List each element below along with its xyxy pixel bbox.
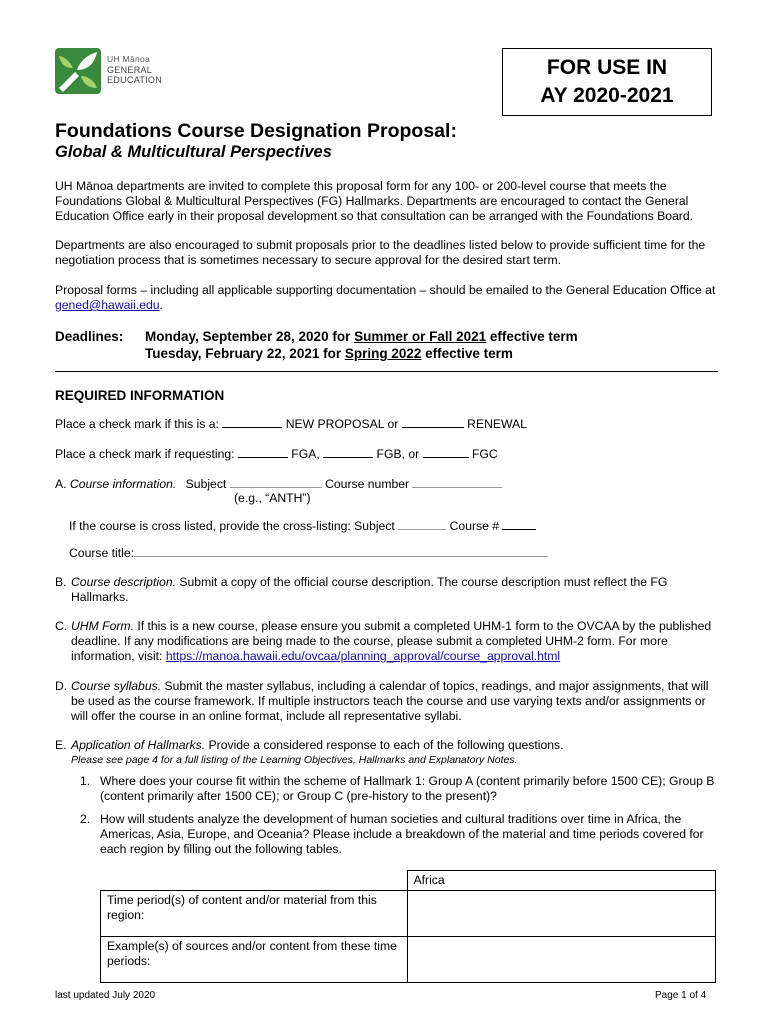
course-approval-link[interactable]: https://manoa.hawaii.edu/ovcaa/planning_approval/course_approval.html [165, 649, 561, 663]
section-c-letter: C. [55, 619, 68, 633]
cross-listing-course-input[interactable] [502, 518, 536, 530]
course-number-label: Course number [325, 477, 410, 491]
sources-label: Example(s) of sources and/or content from these time periods: [101, 937, 408, 983]
course-title-input[interactable] [134, 545, 548, 557]
proposal-type-row [55, 416, 527, 431]
gened-email-link[interactable]: gened@hawaii.edu [55, 298, 160, 312]
table-corner-cell [101, 871, 408, 891]
section-d [55, 679, 720, 724]
fgb-label: FGB, or [376, 447, 420, 461]
course-information-title: Course information. [69, 477, 177, 491]
region-table [100, 870, 716, 983]
question-1-text: Where does your course fit within the scheme of Hallmark 1: Group A (content primarily before 1500 CE); Group B (content primarily after 1500 CE); or Group C (pre-history to the present)? [100, 774, 715, 803]
question-1-number: 1. [80, 774, 91, 788]
renewal-checkbox[interactable] [402, 416, 464, 428]
question-2 [80, 812, 720, 857]
section-e-body: Provide a considered response to each of the following questions. [205, 738, 564, 752]
deadline-1-date: Monday, September 28, 2020 for [145, 329, 355, 344]
page-title: Foundations Course Designation Proposal: [55, 120, 457, 142]
deadline-2-term: Spring 2022 [344, 346, 422, 361]
section-divider [55, 371, 718, 372]
fgc-label: FGC [471, 447, 498, 461]
section-d-title: Course syllabus. [71, 679, 162, 693]
section-d-letter: D. [55, 679, 68, 693]
deadline-1-term: Summer or Fall 2021 [354, 329, 487, 344]
section-b-body: Submit a copy of the official course description. The course description must reflect the FG Hallmarks. [71, 575, 668, 604]
intro-paragraph-3-end: . [159, 298, 163, 312]
course-title-label: Course title: [69, 546, 135, 560]
section-e [55, 738, 720, 753]
question-2-text: How will students analyze the development of human societies and cultural traditions over time in Africa, the Americas, Asia, Europe, and Oceania? Please include a breakdown of the material and time periods covered for each region by filling out the following tables. [100, 812, 704, 856]
table-header-row [101, 871, 716, 891]
table-row [101, 937, 716, 983]
deadline-1 [145, 328, 578, 345]
uh-manoa-gen-ed-logo [55, 48, 175, 98]
intro-paragraph-2: Departments are also encouraged to submit proposals prior to the deadlines listed below to provide sufficient time for the negotiation process that is sometimes necessary to secure approval for the desired start term. [55, 238, 706, 267]
last-updated-footer: last updated July 2020 [55, 990, 156, 1001]
page-number-footer: Page 1 of 4 [655, 990, 707, 1001]
new-proposal-checkbox[interactable] [222, 416, 282, 428]
cross-listing-course-label: Course # [449, 519, 500, 533]
question-2-number: 2. [80, 812, 91, 826]
designation-request-label: Place a check mark if requesting: [55, 447, 235, 461]
course-number-input[interactable] [412, 476, 502, 488]
fga-checkbox[interactable] [238, 446, 288, 458]
section-c-title: UHM Form. [71, 619, 134, 633]
academic-year-box [502, 48, 712, 116]
fgc-checkbox[interactable] [423, 446, 469, 458]
page-subtitle: Global & Multicultural Perspectives [55, 143, 332, 161]
section-b-text [71, 575, 719, 605]
new-proposal-label: NEW PROPOSAL or [285, 417, 399, 431]
course-information-row [55, 476, 502, 491]
section-c-text [71, 619, 719, 664]
cross-listing-subject-input[interactable] [398, 518, 446, 530]
subject-label: Subject [185, 477, 227, 491]
africa-sources-input[interactable] [407, 937, 716, 983]
section-d-body: Submit the master syllabus, including a calendar of topics, readings, and major assignments, that will be used as the course framework. If multiple instructors teach the course and use varying texts and/or assignments or will offer the course in an online format, include all representative syllabi. [71, 679, 709, 723]
section-d-text [71, 679, 719, 724]
intro-paragraph-3-text: Proposal forms – including all applicable supporting documentation – should be emailed to the General Education Office at [55, 283, 716, 297]
logo-line-1: UH Mānoa [107, 54, 151, 64]
section-c-body: If this is a new course, please ensure you submit a completed UHM-1 form to the OVCAA by the published deadline. If any modifications are being made to the course, please submit a completed UHM-2 form. For more information, visit: [71, 619, 712, 663]
fgb-checkbox[interactable] [323, 446, 373, 458]
table-row [101, 891, 716, 937]
section-b-title: Course description. [71, 575, 176, 589]
proposal-type-label: Place a check mark if this is a: [55, 417, 219, 431]
logo-line-2: GENERAL [107, 64, 153, 75]
subject-example: (e.g., “ANTH”) [234, 491, 311, 505]
section-e-title: Application of Hallmarks. [71, 738, 206, 752]
question-1 [80, 774, 720, 804]
section-b [55, 575, 720, 605]
africa-time-period-input[interactable] [407, 891, 716, 937]
section-b-letter: B. [55, 575, 67, 589]
section-e-letter: E. [55, 738, 67, 752]
intro-paragraph-1: UH Mānoa departments are invited to complete this proposal form for any 100- or 200-level course that meets the Foundations Global & Multicultural Perspectives (FG) Hallmarks. Departments are encouraged to contact the General Education Office early in their proposal development so that consultation can be arranged with the Foundations Board. [55, 179, 693, 223]
renewal-label: RENEWAL [467, 417, 527, 431]
intro-paragraph-3 [55, 283, 725, 313]
cross-listing-row [69, 518, 536, 533]
academic-year-line-2: AY 2020-2021 [540, 84, 674, 107]
section-a-letter: A. [55, 477, 67, 491]
fga-label: FGA, [291, 447, 320, 461]
leaf-logo-icon [55, 48, 101, 94]
designation-request-row [55, 446, 498, 461]
cross-listing-label: If the course is cross listed, provide the cross-listing: Subject [69, 519, 395, 533]
deadlines-label: Deadlines: [55, 329, 124, 344]
deadline-2-date: Tuesday, February 22, 2021 for [145, 346, 345, 361]
academic-year-line-1: FOR USE IN [546, 56, 668, 79]
required-info-heading: REQUIRED INFORMATION [55, 388, 225, 403]
logo-line-3: EDUCATION [107, 75, 163, 85]
deadline-2 [145, 345, 513, 362]
region-header-africa: Africa [407, 871, 716, 891]
hallmarks-note: Please see page 4 for a full listing of the Learning Objectives, Hallmarks and Explanatory Notes. [71, 754, 518, 766]
subject-input[interactable] [230, 476, 322, 488]
course-title-row [69, 545, 548, 560]
time-period-label: Time period(s) of content and/or material from this region: [101, 891, 408, 937]
deadline-1-suffix: effective term [486, 329, 578, 344]
section-c [55, 619, 720, 664]
deadline-2-suffix: effective term [421, 346, 513, 361]
section-e-text [71, 738, 719, 753]
